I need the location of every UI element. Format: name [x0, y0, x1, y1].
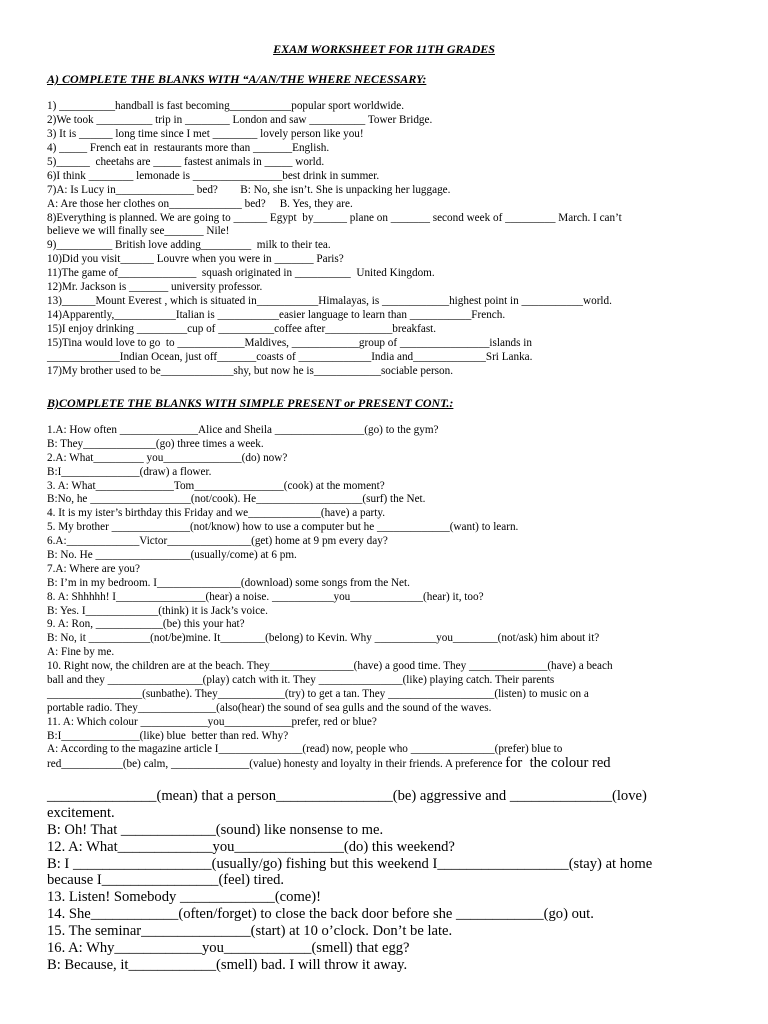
- exercise-line: A: According to the magazine article I_______________(read) now, people who _______________(prefer) blue to: [47, 743, 563, 756]
- exercise-line: ball and they _________________(play) catch with it. They _______________(like) playing catch. Their parents: [47, 674, 555, 687]
- exercise-line: B: No. He _________________(usually/come) at 6 pm.: [47, 549, 297, 562]
- exercise-line: 10. Right now, the children are at the beach. They_______________(have) a good time. They ______________(have) a beach: [47, 660, 613, 673]
- exercise-line: because I________________(feel) tired.: [47, 872, 285, 889]
- exercise-line: 15)Tina would love to go to ____________Maldives, ____________group of ________________islands in: [47, 336, 532, 349]
- exercise-line: 9)__________ British love adding_________ milk to their tea.: [47, 239, 331, 252]
- exercise-line: 15)I enjoy drinking _________cup of __________coffee after____________breakfast.: [47, 323, 437, 335]
- exercise-line: 10)Did you visit______ Louvre when you were in _______ Paris?: [47, 253, 344, 266]
- exercise-line: A: Fine by me.: [47, 646, 115, 659]
- exercise-line: B: No, it ___________(not/be)mine. It________(belong) to Kevin. Why ___________you________(not/ask) him about it?: [47, 632, 600, 645]
- exercise-line: 4) _____ French eat in restaurants more than _______English.: [47, 141, 330, 154]
- exercise-line-part: for the colour red: [505, 755, 611, 772]
- exercise-line: 2.A: What_________ you______________(do) now?: [47, 451, 288, 464]
- exercise-line: 16. A: Why____________you____________(smell) that egg?: [47, 940, 410, 957]
- exercise-line: 14. She____________(often/forget) to close the back door before she ____________(go) out.: [47, 906, 594, 923]
- exercise-line: 15. The seminar_______________(start) at 10 o’clock. Don’t be late.: [47, 923, 453, 940]
- exercise-line: _______________(mean) that a person________________(be) aggressive and ______________(love): [47, 788, 647, 804]
- exercise-line: B:I______________(like) blue better than red. Why?: [47, 729, 289, 742]
- exercise-line: B: Yes. I_____________(think) it is Jack’s voice.: [47, 604, 268, 617]
- exercise-line: B: Because, it____________(smell) bad. I will throw it away.: [47, 956, 408, 973]
- exercise-line: 9. A: Ron, ____________(be) this your hat?: [47, 618, 245, 631]
- exercise-line: _____________Indian Ocean, just off_______coasts of _____________India and_____________Sri Lanka.: [47, 350, 533, 363]
- exercise-line: 8. A: Shhhhh! I________________(hear) a noise. ___________you_____________(hear) it, too?: [47, 590, 484, 603]
- exercise-line: excitement.: [47, 804, 115, 821]
- exercise-line: 13)______Mount Everest , which is situated in___________Himalayas, is ____________highest point in ___________world.: [47, 295, 612, 308]
- exercise-line: B:I______________(draw) a flower.: [47, 465, 212, 478]
- exercise-line: 12. A: What_____________you_______________(do) this weekend?: [47, 838, 455, 855]
- exercise-line-part: red___________(be) calm, ______________(value) honesty and loyalty in their friends. A preference: [47, 758, 506, 771]
- exercise-line: 3) It is ______ long time since I met ________ lovely person like you!: [47, 127, 364, 140]
- exercise-line: 5. My brother ______________(not/know) how to use a computer but he _____________(want) to learn.: [47, 521, 519, 534]
- exercise-line: 12)Mr. Jackson is _______ university professor.: [47, 281, 263, 294]
- section-b-exercises: [47, 424, 747, 771]
- exercise-line: 6)I think ________ lemonade is ________________best drink in summer.: [47, 169, 380, 182]
- exercise-line: 13. Listen! Somebody _____________(come)!: [47, 889, 321, 906]
- exercise-line: believe we will finally see_______ Nile!: [47, 225, 230, 238]
- exercise-line: B:No, he __________________(not/cook). He___________________(surf) the Net.: [47, 493, 426, 506]
- exercise-line: 2)We took __________ trip in ________ London and saw __________ Tower Bridge.: [47, 113, 433, 126]
- section-b-exercises-continued: [47, 788, 747, 974]
- section-a-heading: A) COMPLETE THE BLANKS WITH “A/AN/THE WHERE NECESSARY:: [47, 72, 427, 86]
- exercise-line: B: They_____________(go) three times a week.: [47, 437, 264, 450]
- exercise-line: 17)My brother used to be_____________shy, but now he is____________sociable person.: [47, 364, 454, 377]
- exercise-line: 8)Everything is planned. We are going to ______ Egypt by______ plane on _______ second week of _________ March. I can’t: [47, 211, 622, 224]
- exercise-line: 14)Apparently,___________Italian is ___________easier language to learn than ___________French.: [47, 309, 506, 322]
- exercise-line: 3. A: What______________Tom________________(cook) at the moment?: [47, 479, 385, 492]
- section-b-heading: B)COMPLETE THE BLANKS WITH SIMPLE PRESENT or PRESENT CONT.:: [47, 396, 454, 410]
- exercise-line: 7)A: Is Lucy in______________ bed? B: No, she isn’t. She is unpacking her luggage.: [47, 183, 451, 196]
- worksheet-title: EXAM WORKSHEET FOR 11TH GRADES: [273, 42, 495, 56]
- exercise-line: 6.A:_____________Victor_______________(get) home at 9 pm every day?: [47, 535, 388, 548]
- exercise-line: 4. It is my ister’s birthday this Friday and we_____________(have) a party.: [47, 507, 386, 520]
- exercise-line: B: I ___________________(usually/go) fishing but this weekend I__________________(stay) at home: [47, 855, 653, 872]
- exercise-line-mixed: [47, 757, 747, 771]
- exercise-line: 11. A: Which colour ____________you____________prefer, red or blue?: [47, 715, 377, 728]
- exercise-line: 1.A: How often ______________Alice and Sheila ________________(go) to the gym?: [47, 424, 439, 436]
- exercise-line: _________________(sunbathe). They____________(try) to get a tan. They ___________________(listen) to music on a: [47, 687, 589, 700]
- exercise-line: 7.A: Where are you?: [47, 562, 140, 575]
- section-a-exercises: [47, 100, 747, 379]
- exercise-line: portable radio. They______________(also(hear) the sound of sea gulls and the sound of the waves.: [47, 701, 492, 714]
- exercise-line: B: I’m in my bedroom. I_______________(download) some songs from the Net.: [47, 576, 410, 589]
- exercise-line: B: Oh! That _____________(sound) like nonsense to me.: [47, 821, 384, 838]
- exercise-line: 11)The game of______________ squash originated in __________ United Kingdom.: [47, 267, 435, 280]
- exercise-line: 5)______ cheetahs are _____ fastest animals in _____ world.: [47, 155, 325, 168]
- exercise-line: A: Are those her clothes on_____________ bed? B. Yes, they are.: [47, 197, 353, 210]
- exercise-line: 1) __________handball is fast becoming___________popular sport worldwide.: [47, 100, 405, 112]
